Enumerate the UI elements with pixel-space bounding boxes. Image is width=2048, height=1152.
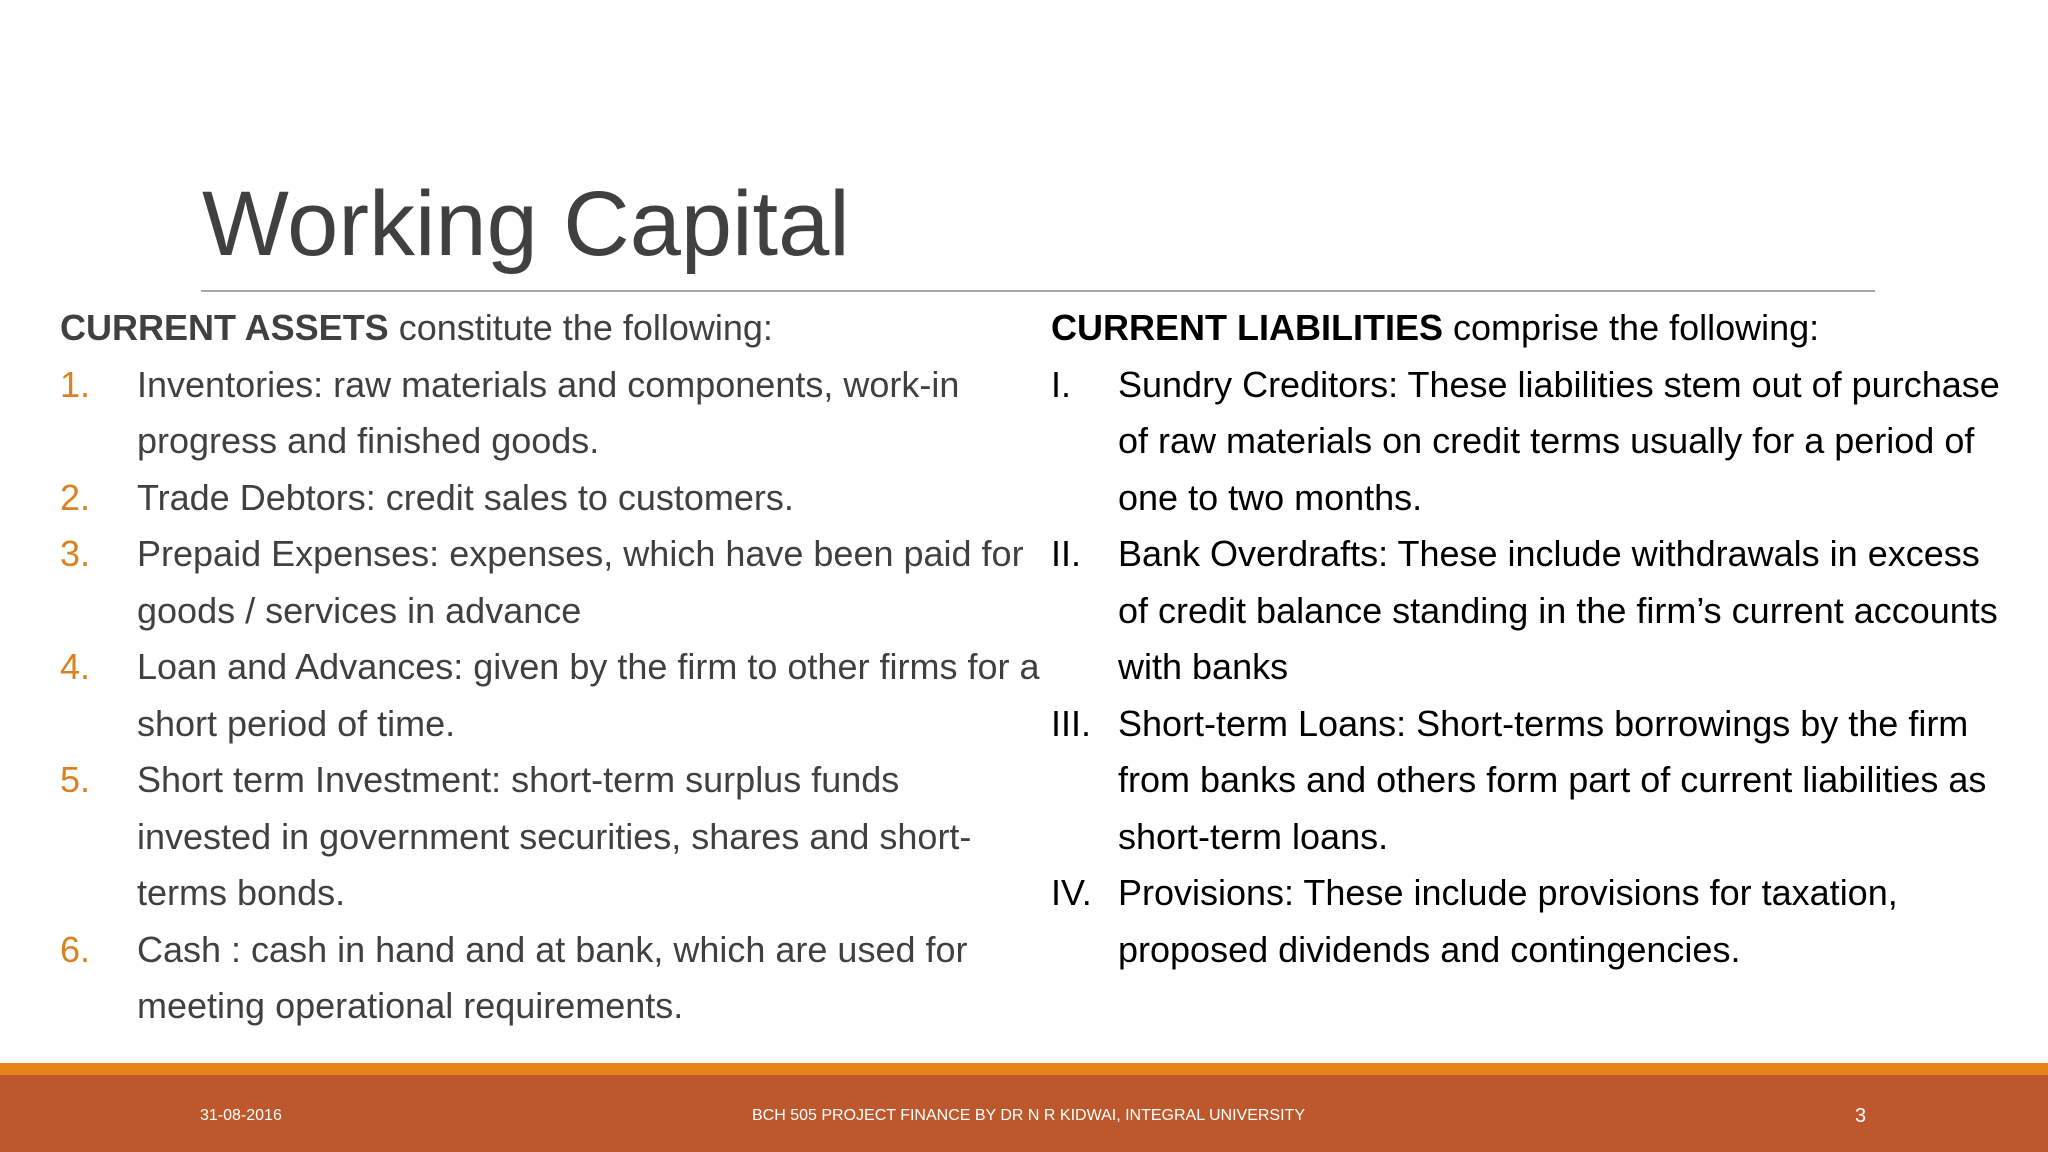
current-assets-heading-bold: CURRENT ASSETS: [60, 307, 389, 348]
current-liabilities-list: [1051, 357, 2011, 979]
current-assets-heading: [60, 300, 1040, 357]
list-item: [60, 639, 1040, 752]
current-assets-list: [60, 357, 1040, 1035]
list-item: [60, 752, 1040, 922]
current-liabilities-heading-bold: CURRENT LIABILITIES: [1051, 307, 1443, 348]
list-item-text: Inventories: raw materials and components, work-in progress and finished goods.: [137, 363, 960, 461]
list-marker: I.: [1051, 363, 1072, 405]
footer-course-title: BCH 505 PROJECT FINANCE BY DR N R KIDWAI, INTEGRAL UNIVERSITY: [752, 1107, 1305, 1124]
current-liabilities-heading-rest: comprise the following:: [1443, 307, 1820, 348]
list-marker: 1.: [60, 363, 91, 405]
list-marker: 5.: [60, 759, 91, 800]
current-liabilities-heading: [1051, 300, 2011, 357]
list-item: [1051, 526, 2011, 696]
list-item-text: Cash : cash in hand and at bank, which are used for meeting operational requirements.: [137, 928, 968, 1026]
list-marker: 4.: [60, 646, 91, 687]
list-marker: III.: [1051, 702, 1092, 744]
list-item-text: Sundry Creditors: These liabilities stem out of purchase of raw materials on credit terms usually for a period of one to two months.: [1118, 363, 2000, 518]
list-item-text: Prepaid Expenses: expenses, which have been paid for goods / services in advance: [137, 533, 1024, 631]
list-marker: 2.: [60, 476, 91, 518]
list-item: [1051, 357, 2011, 527]
list-item-text: Short term Investment: short-term surplus funds invested in government securities, shares and short-terms bonds.: [137, 759, 972, 913]
list-marker: II.: [1051, 533, 1082, 574]
list-item: [60, 526, 1040, 639]
list-item: [60, 470, 1040, 527]
list-item-text: Trade Debtors: credit sales to customers.: [137, 476, 794, 518]
slide-title: Working Capital: [202, 173, 850, 275]
list-item: [1051, 696, 2011, 866]
title-divider: [201, 290, 1875, 292]
list-marker: 3.: [60, 533, 91, 574]
footer-date: 31-08-2016: [200, 1107, 282, 1124]
footer-bar: [0, 1075, 2048, 1152]
slide-number: 3: [1855, 1105, 1867, 1127]
list-item-text: Short-term Loans: Short-terms borrowings by the firm from banks and others form part of current liabilities as short-term loans.: [1118, 702, 1987, 857]
list-item-text: Provisions: These include provisions for taxation, proposed dividends and contingencies.: [1118, 872, 1898, 970]
list-item: [1051, 865, 2011, 978]
list-marker: IV.: [1051, 872, 1092, 913]
footer-accent-bar: [0, 1063, 2048, 1075]
list-item-text: Bank Overdrafts: These include withdrawals in excess of credit balance standing in the firm’s current accounts with banks: [1118, 533, 1998, 687]
list-marker: 6.: [60, 928, 91, 970]
current-liabilities-column: [1051, 300, 2011, 978]
current-assets-heading-rest: constitute the following:: [388, 307, 773, 348]
list-item: [60, 357, 1040, 470]
current-assets-column: [60, 300, 1040, 1035]
list-item: [60, 922, 1040, 1035]
list-item-text: Loan and Advances: given by the firm to other firms for a short period of time.: [137, 646, 1040, 744]
